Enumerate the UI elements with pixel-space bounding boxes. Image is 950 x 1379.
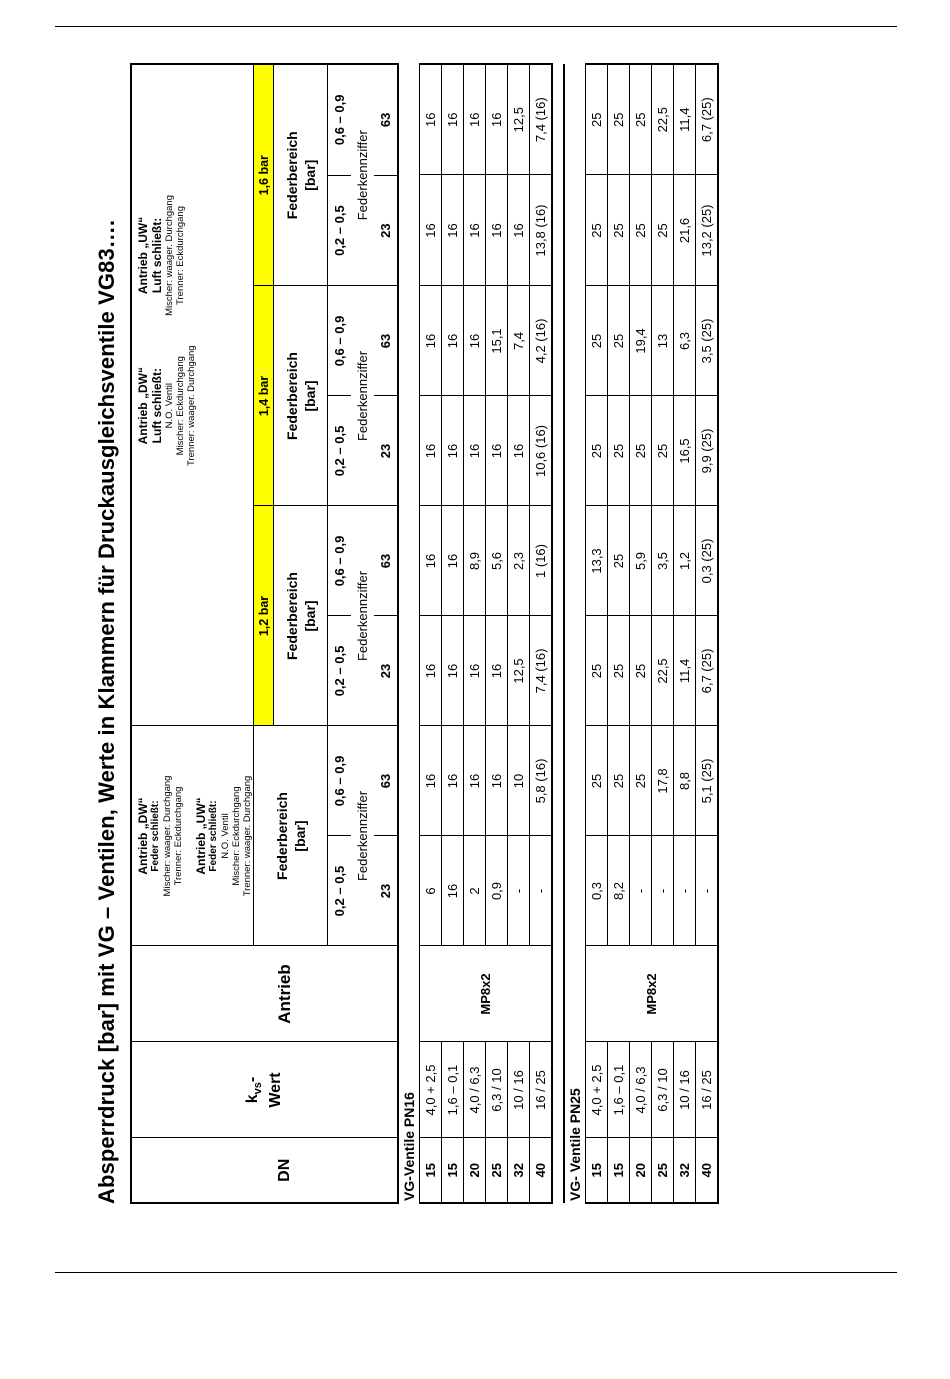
dn-cell: 15 — [586, 1138, 608, 1203]
rotated-page-content — [94, 42, 854, 1222]
code-23: 23 — [374, 396, 397, 506]
value-cell: 1 (16) — [530, 506, 553, 616]
blank-box — [131, 506, 254, 726]
value-cell: 10,6 (16) — [530, 396, 553, 506]
dn-cell: 32 — [674, 1138, 696, 1203]
value-cell: 16 — [442, 836, 464, 946]
dn-cell: 40 — [696, 1138, 719, 1203]
value-cell: 7,4 (16) — [530, 616, 553, 726]
pressure-1-2: 1,2 bar — [254, 506, 274, 726]
value-cell: 25 — [608, 726, 630, 836]
dn-cell: 25 — [486, 1138, 508, 1203]
value-cell: 25 — [608, 506, 630, 616]
value-cell: 25 — [608, 286, 630, 396]
value-cell: 16 — [508, 175, 530, 286]
value-cell: 25 — [630, 616, 652, 726]
value-cell: 8,2 — [608, 836, 630, 946]
value-cell: 16 — [442, 726, 464, 836]
value-cell: 19,4 — [630, 286, 652, 396]
value-cell: 7,4 — [508, 286, 530, 396]
value-cell: 4,2 (16) — [530, 286, 553, 396]
value-cell: 25 — [586, 175, 608, 286]
value-cell: 12,5 — [508, 616, 530, 726]
value-cell: 12,5 — [508, 64, 530, 175]
kvs-cell: 4,0 / 6,3 — [630, 1042, 652, 1138]
value-cell: 16 — [486, 64, 508, 175]
value-cell: 16,5 — [674, 396, 696, 506]
value-cell: 25 — [608, 616, 630, 726]
value-cell: 25 — [608, 175, 630, 286]
dn-cell: 25 — [652, 1138, 674, 1203]
value-cell: 16 — [442, 286, 464, 396]
section-header — [398, 64, 420, 1203]
range-group-0 — [328, 726, 399, 946]
value-cell: 16 — [464, 726, 486, 836]
federkennziffer-label: Federkennziffer — [355, 570, 370, 662]
value-cell: 25 — [586, 286, 608, 396]
left-drive-box: Antrieb „DW“ Feder schließt: Mischer: waager. Durchgang Trenner: Eckdurchgang Antrieb „UW“ Feder schließt: N.O. Ventil Mischer: Eckdurchgang Trenner: waager. Durchgang — [131, 726, 254, 946]
table-row — [420, 64, 442, 1203]
kvs-cell: 16 / 25 — [530, 1042, 553, 1138]
range-group-2 — [328, 286, 399, 506]
section-pn: PN16 — [401, 1092, 417, 1128]
section-header — [564, 64, 586, 1203]
value-cell: 16 — [420, 175, 442, 286]
section-spacer — [552, 64, 564, 1203]
value-cell: 11,4 — [674, 64, 696, 175]
value-cell: 25 — [630, 396, 652, 506]
dn-cell: 32 — [508, 1138, 530, 1203]
federkennziffer-label: Federkennziffer — [355, 790, 370, 882]
value-cell: 13,8 (16) — [530, 175, 553, 286]
value-cell: 5,8 (16) — [530, 726, 553, 836]
code-23: 23 — [374, 836, 397, 946]
code-63: 63 — [378, 112, 393, 128]
code-23: 23 — [374, 616, 397, 726]
value-cell: 21,6 — [674, 175, 696, 286]
kvs-cell: 16 / 25 — [696, 1042, 719, 1138]
pressure-1-4: 1,4 bar — [254, 286, 274, 506]
value-cell: 0,9 — [486, 836, 508, 946]
value-cell: 15,1 — [486, 286, 508, 396]
value-cell: 5,9 — [630, 506, 652, 616]
table-row — [586, 64, 608, 1203]
value-cell: 6 — [420, 836, 442, 946]
range-low: 0,2 – 0,5 — [328, 616, 351, 726]
page-title: Absperrdruck [bar] mit VG – Ventilen, Werte in Klammern für Druckausgleichsventile VG83…. — [94, 219, 119, 1204]
range-high: 0,6 – 0,9 — [332, 94, 347, 146]
kvs-cell: 1,6 – 0,1 — [442, 1042, 464, 1138]
kvs-cell: 1,6 – 0,1 — [608, 1042, 630, 1138]
value-cell: 16 — [486, 726, 508, 836]
value-cell: 25 — [630, 175, 652, 286]
antrieb-header: Antrieb — [131, 946, 398, 1042]
kvs-cell: 6,3 / 10 — [486, 1042, 508, 1138]
value-cell: 16 — [420, 286, 442, 396]
value-cell: 13,2 (25) — [696, 175, 719, 286]
value-cell: 11,4 — [674, 616, 696, 726]
kvs-cell: 10 / 16 — [508, 1042, 530, 1138]
value-cell: 22,5 — [652, 616, 674, 726]
value-cell: 7,4 (16) — [530, 64, 553, 175]
value-cell: 10 — [508, 726, 530, 836]
federbereich-left: Federbereich [bar] — [254, 726, 328, 946]
value-cell: 25 — [586, 64, 608, 175]
range-low: 0,2 – 0,5 — [328, 836, 351, 946]
value-cell: 25 — [630, 726, 652, 836]
value-cell: - — [630, 836, 652, 946]
value-cell: 16 — [442, 64, 464, 175]
bottom-rule — [55, 1272, 897, 1273]
value-cell: 25 — [608, 64, 630, 175]
code-23: 23 — [374, 175, 397, 285]
value-cell: 16 — [464, 64, 486, 175]
value-cell: 25 — [652, 396, 674, 506]
value-cell: 16 — [420, 506, 442, 616]
dn-cell: 15 — [420, 1138, 442, 1203]
range-high: 0,6 – 0,9 — [332, 755, 347, 807]
section-pn: PN25 — [567, 1088, 583, 1124]
antrieb-cell: MP8x2 — [586, 946, 719, 1042]
value-cell: 0,3 — [586, 836, 608, 946]
value-cell: 3,5 (25) — [696, 286, 719, 396]
value-cell: 16 — [420, 726, 442, 836]
dn-cell: 20 — [630, 1138, 652, 1203]
value-cell: 9,9 (25) — [696, 396, 719, 506]
dn-cell: 15 — [608, 1138, 630, 1203]
dn-cell: 40 — [530, 1138, 553, 1203]
value-cell: 16 — [486, 175, 508, 286]
value-cell: 8,8 — [674, 726, 696, 836]
value-cell: 6,7 (25) — [696, 616, 719, 726]
federbereich-1-6: Federbereich [bar] — [274, 64, 328, 286]
value-cell: 2,3 — [508, 506, 530, 616]
value-cell: 25 — [586, 616, 608, 726]
value-cell: 16 — [464, 396, 486, 506]
value-cell: 13 — [652, 286, 674, 396]
range-high: 0,6 – 0,9 — [332, 315, 347, 367]
kvs-cell: 4,0 + 2,5 — [420, 1042, 442, 1138]
value-cell: 16 — [442, 506, 464, 616]
value-cell: 25 — [608, 396, 630, 506]
code-63: 63 — [378, 553, 393, 569]
range-low: 0,2 – 0,5 — [328, 175, 351, 285]
code-63: 63 — [378, 333, 393, 349]
federbereich-1-4: Federbereich [bar] — [274, 286, 328, 506]
antrieb-cell: MP8x2 — [420, 946, 553, 1042]
federkennziffer-label: Federkennziffer — [355, 350, 370, 442]
range-group-3 — [328, 64, 399, 286]
federbereich-1-2: Federbereich [bar] — [274, 506, 328, 726]
kvs-cell: 4,0 / 6,3 — [464, 1042, 486, 1138]
value-cell: 16 — [486, 396, 508, 506]
value-cell: 16 — [420, 396, 442, 506]
value-cell: 6,7 (25) — [696, 64, 719, 175]
value-cell: 5,1 (25) — [696, 726, 719, 836]
value-cell: 2 — [464, 836, 486, 946]
kvs-cell: 4,0 + 2,5 — [586, 1042, 608, 1138]
range-group-1 — [328, 506, 399, 726]
section-label: VG-Ventile — [401, 1130, 417, 1201]
value-cell: 8,9 — [464, 506, 486, 616]
value-cell: 25 — [586, 726, 608, 836]
kvs-cell: 10 / 16 — [674, 1042, 696, 1138]
code-63: 63 — [378, 773, 393, 789]
right-drive-box: Antrieb „DW“ Luft schließt: N.O. Ventil Mischer: Eckdurchgang Trenner: waager. Durchgang Antrieb „UW“ Luft schließt: Mischer: waager. Durchgang Trenner: Eckdurchgang — [131, 64, 254, 506]
top-rule — [55, 26, 897, 27]
value-cell: - — [652, 836, 674, 946]
value-cell: 16 — [464, 286, 486, 396]
kvs-header: $k_{vs}-$ Wert — [131, 1042, 398, 1138]
value-cell: 17,8 — [652, 726, 674, 836]
value-cell: - — [508, 836, 530, 946]
federkennziffer-label: Federkennziffer — [355, 130, 370, 221]
value-cell: 25 — [652, 175, 674, 286]
dn-header: DN — [131, 1138, 398, 1203]
value-cell: 16 — [486, 616, 508, 726]
pressure-table — [130, 63, 719, 1204]
kvs-cell: 6,3 / 10 — [652, 1042, 674, 1138]
value-cell: 0,3 (25) — [696, 506, 719, 616]
pressure-1-6: 1,6 bar — [254, 64, 274, 286]
dn-cell: 15 — [442, 1138, 464, 1203]
value-cell: 16 — [442, 396, 464, 506]
value-cell: 16 — [464, 616, 486, 726]
value-cell: 25 — [586, 396, 608, 506]
value-cell: - — [530, 836, 553, 946]
value-cell: 16 — [442, 175, 464, 286]
value-cell: 1,2 — [674, 506, 696, 616]
value-cell: 16 — [420, 64, 442, 175]
value-cell: 16 — [508, 396, 530, 506]
value-cell: - — [674, 836, 696, 946]
section-label: VG- Ventile — [567, 1127, 583, 1201]
value-cell: 13,3 — [586, 506, 608, 616]
range-low: 0,2 – 0,5 — [328, 396, 351, 506]
value-cell: 16 — [464, 175, 486, 286]
value-cell: 5,6 — [486, 506, 508, 616]
value-cell: 16 — [442, 616, 464, 726]
value-cell: 6,3 — [674, 286, 696, 396]
value-cell: - — [696, 836, 719, 946]
value-cell: 3,5 — [652, 506, 674, 616]
value-cell: 22,5 — [652, 64, 674, 175]
value-cell: 25 — [630, 64, 652, 175]
dn-cell: 20 — [464, 1138, 486, 1203]
value-cell: 16 — [420, 616, 442, 726]
range-high: 0,6 – 0,9 — [332, 535, 347, 587]
